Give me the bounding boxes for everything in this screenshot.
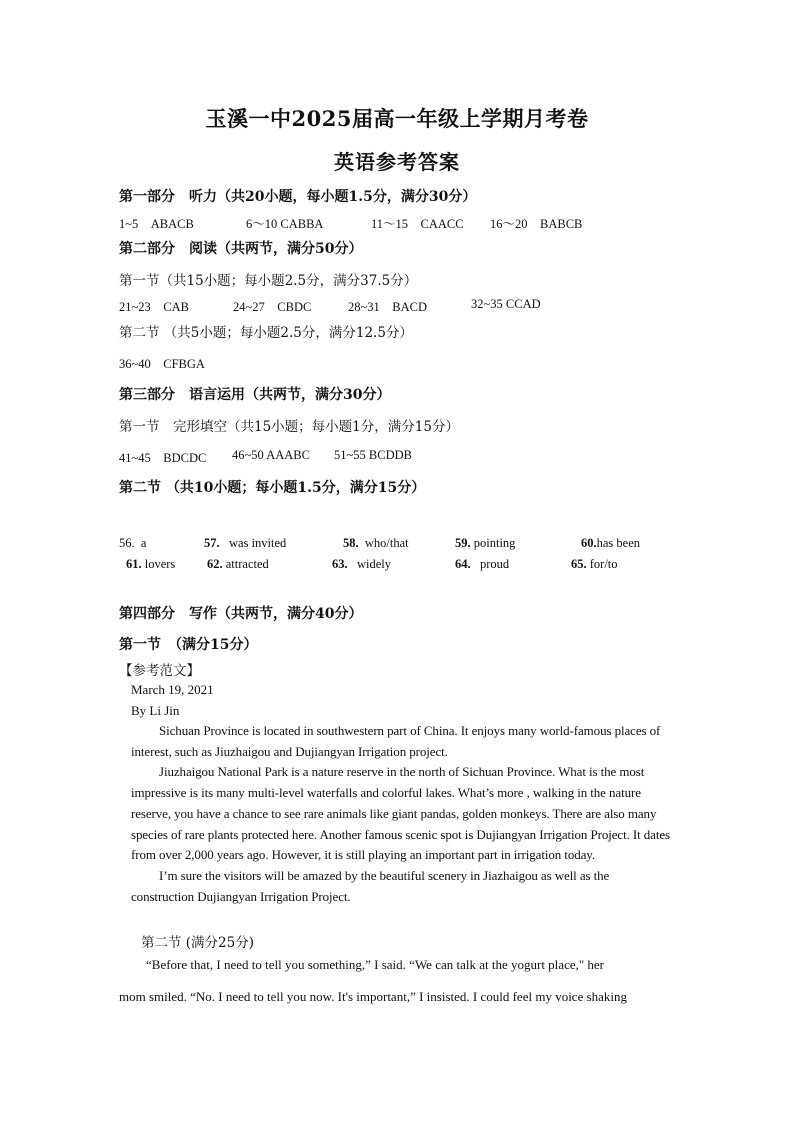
continuation-line: mom smiled. “No. I need to tell you now. It's important,” I insisted. I could feel my voice shaking bbox=[119, 989, 628, 1004]
fill-answer: 62. attracted bbox=[207, 557, 269, 571]
part1-heading: 第一部分 听力（共20小题，每小题1.5分，满分30分） bbox=[119, 189, 477, 205]
part2-section1-heading: 第一节（共15小题；每小题2.5分，满分37.5分） bbox=[119, 273, 418, 289]
fill-answer: 65. for/to bbox=[571, 557, 618, 571]
part4-section1-heading: 第一节 （满分15分） bbox=[119, 637, 258, 653]
essay-paragraph: Sichuan Province is located in southwestern part of China. It enjoys many world-famous places of interest, such as Jiuzhaigou and Dujiangyan Irrigation project. bbox=[131, 723, 661, 759]
answer-group: 28~31 BACD bbox=[348, 300, 427, 314]
answer-group: 41~45 BDCDC bbox=[119, 451, 207, 465]
answer-group: 32~35 CCAD bbox=[471, 297, 541, 311]
sample-essay bbox=[131, 721, 671, 907]
part3-heading: 第三部分 语言运用（共两节，满分30分） bbox=[119, 387, 391, 403]
answer-group: 16～20 BABCB bbox=[490, 217, 583, 231]
essay-paragraph: Jiuzhaigou National Park is a nature reserve in the north of Sichuan Province. What is the most impressive is its many multi-level waterfalls and colorful lakes. What’s more , walking in the nature reserve, you have a chance to see rare animals like giant pandas, golden monkeys. There are also many species of rare plants protected here. Another famous scenic spot is Dujiangyan Irrigation Project. It dates from over 2,000 years ago. However, it is still playing an important part in irrigation today. bbox=[131, 764, 670, 863]
essay-paragraph: I’m sure the visitors will be amazed by the beautiful scenery in Jiazhaigou as well as the construction Dujiangyan Irrigation Project. bbox=[131, 867, 610, 904]
answer-group: 24~27 CBDC bbox=[233, 300, 312, 314]
part2-heading: 第二部分 阅读（共两节，满分50分） bbox=[119, 241, 363, 257]
fill-answer: 60.has been bbox=[581, 536, 641, 550]
part4-section2-heading: 第二节 (满分25分) bbox=[141, 935, 255, 951]
fill-answer: 59. pointing bbox=[455, 536, 516, 550]
part4-heading: 第四部分 写作（共两节，满分40分） bbox=[119, 606, 363, 622]
answer-group: 21~23 CAB bbox=[119, 300, 189, 314]
answer-group: 11～15 CAACC bbox=[371, 217, 464, 231]
part3-section2-heading: 第二节 （共10小题；每小题1.5分，满分15分） bbox=[119, 480, 426, 496]
answer-group: 46~50 AAABC bbox=[232, 448, 310, 462]
fill-answer: 63. widely bbox=[332, 557, 392, 571]
fill-answer: 61. lovers bbox=[126, 557, 176, 571]
answer-group: 51~55 BCDDB bbox=[334, 448, 412, 462]
document-subtitle: 英语参考答案 bbox=[334, 150, 460, 174]
fill-answer: 64. proud bbox=[455, 557, 510, 571]
continuation-line: “Before that, I need to tell you something,” I said. “We can talk at the yogurt place," her bbox=[146, 957, 605, 972]
sample-date: March 19, 2021 bbox=[131, 682, 214, 697]
fill-answer: 58. who/that bbox=[343, 536, 409, 550]
part2-section2-heading: 第二节 （共5小题；每小题2.5分，满分12.5分） bbox=[119, 325, 413, 341]
sample-author: By Li Jin bbox=[131, 703, 180, 718]
answer-group: 36~40 CFBGA bbox=[119, 357, 205, 371]
document-title: 玉溪一中2025届高一年级上学期月考卷 bbox=[205, 106, 589, 131]
fill-answer: 57. was invited bbox=[204, 536, 287, 550]
part3-section1-heading: 第一节 完形填空（共15小题；每小题1分，满分15分） bbox=[119, 419, 459, 435]
sample-label: 【参考范文】 bbox=[119, 663, 200, 679]
answer-group: 1~5 ABACB bbox=[119, 217, 194, 231]
fill-answer: 56. a bbox=[119, 536, 147, 550]
answer-group: 6～10 CABBA bbox=[246, 217, 324, 231]
